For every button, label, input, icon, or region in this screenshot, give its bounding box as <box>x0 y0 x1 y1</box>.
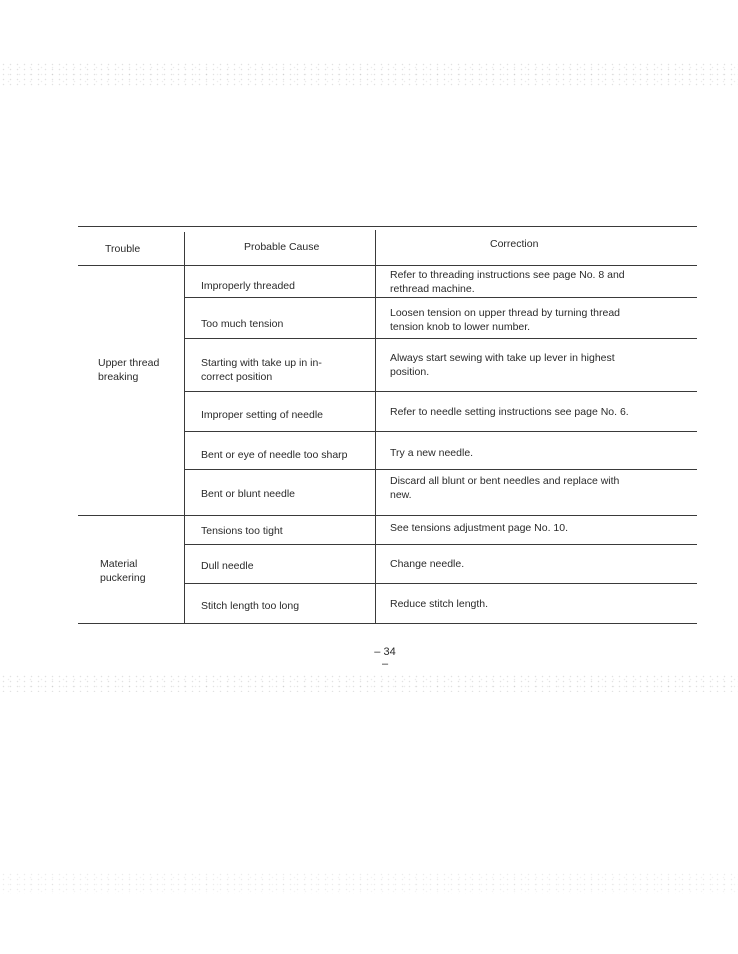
correction-cell: Refer to needle setting instructions see page No. 6. <box>390 406 629 418</box>
page-number: – 34 – <box>374 646 396 670</box>
scan-noise-bottom <box>0 872 738 894</box>
row-divider <box>184 391 697 392</box>
table-top-border <box>78 226 697 227</box>
cause-cell: Dull needle <box>201 560 254 572</box>
header-bottom-border <box>78 265 697 266</box>
correction-cell: Loosen tension on upper thread by turning thread tension knob to lower number. <box>390 307 621 333</box>
trouble-label: Material puckering <box>100 558 146 584</box>
correction-cell: Reduce stitch length. <box>390 598 489 610</box>
troubleshooting-table <box>78 226 697 624</box>
scan-noise-middle <box>0 674 738 692</box>
header-probable-cause: Probable Cause <box>244 241 320 253</box>
cause-cell: Tensions too tight <box>201 525 283 537</box>
correction-cell: Discard all blunt or bent needles and replace with new. <box>390 475 620 501</box>
correction-cell: Change needle. <box>390 558 465 570</box>
row-divider <box>184 431 697 432</box>
correction-cell: Try a new needle. <box>390 447 474 459</box>
scan-noise-top <box>0 62 738 86</box>
cause-cell: Too much tension <box>201 318 284 330</box>
header-correction: Correction <box>490 238 539 250</box>
trouble-label: Upper thread breaking <box>98 357 160 383</box>
row-divider <box>184 544 697 545</box>
correction-cell: See tensions adjustment page No. 10. <box>390 522 569 534</box>
row-divider <box>184 583 697 584</box>
correction-cell: Always start sewing with take up lever in highest position. <box>390 352 615 378</box>
column-divider-2 <box>375 230 376 624</box>
correction-cell: Refer to threading instructions see page No. 8 and rethread machine. <box>390 269 625 295</box>
cause-cell: Stitch length too long <box>201 600 300 612</box>
cause-cell: Starting with take up in in- correct position <box>201 357 322 383</box>
row-divider <box>184 338 697 339</box>
cause-cell: Bent or blunt needle <box>201 488 295 500</box>
cause-cell: Improper setting of needle <box>201 409 323 421</box>
table-bottom-border <box>78 623 697 624</box>
cause-cell: Improperly threaded <box>201 280 295 292</box>
cause-cell: Bent or eye of needle too sharp <box>201 449 348 461</box>
row-divider <box>184 297 697 298</box>
column-divider-1 <box>184 232 185 624</box>
row-divider <box>184 469 697 470</box>
group-divider <box>78 515 697 516</box>
header-trouble: Trouble <box>105 243 141 255</box>
